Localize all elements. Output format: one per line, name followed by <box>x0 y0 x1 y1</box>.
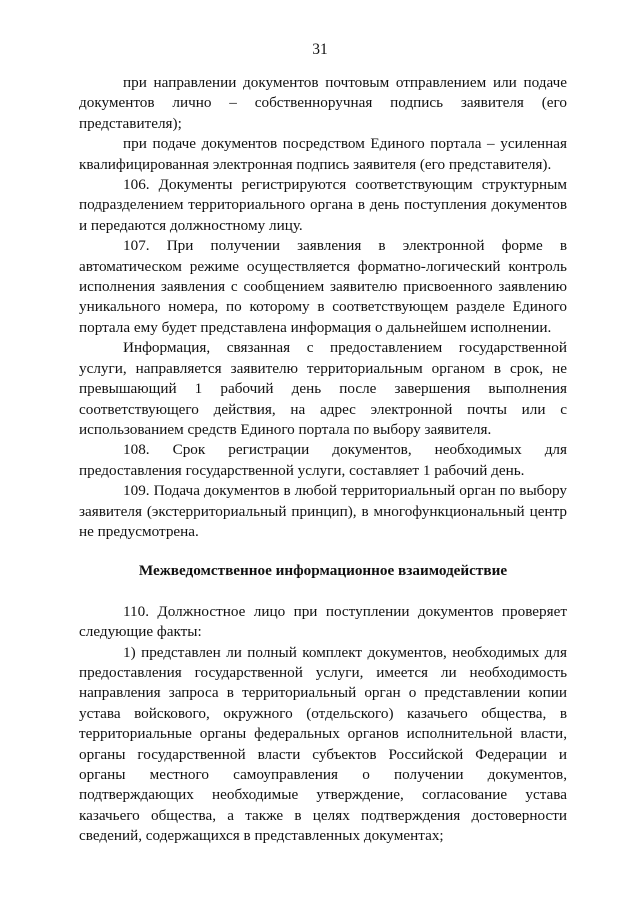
page-number: 31 <box>312 41 328 58</box>
paragraph-106: 106. Документы регистрируются соответствующим структурным подразделением территориального органа в день поступления документов и передаются должностному лицу. <box>79 176 567 234</box>
document-body <box>79 73 567 847</box>
paragraph-110-item-1: 1) представлен ли полный комплект документов, необходимых для предоставления государственной услуги, имеется ли необходимость направления запроса в территориальный орган о представлении копии устава войскового, окружного (отдельского) казачьего общества, в территориальные органы федеральных органов исполнительной власти, органы государственной власти субъектов Российской Федерации и органы местного самоуправления о получении документов, подтверждающих необходимые утверждение, согласование устава казачьего общества, а также в целях подтверждения достоверности сведений, содержащихся в представленных документах; <box>79 643 567 845</box>
paragraph-109: 109. Подача документов в любой территориальный орган по выбору заявителя (экстерриториальный принцип), в многофункциональный центр не предусмотрена. <box>79 482 567 540</box>
paragraph-information: Информация, связанная с предоставлением государственной услуги, направляется заявителю территориальным органом в срок, не превышающий 1 рабочий день после завершения выполнения соответствующего действия, на адрес электронной почты или с использованием средств Единого портала по выбору заявителя. <box>79 339 567 438</box>
paragraph-postal-signature: при направлении документов почтовым отправлением или подаче документов лично – собственноручная подпись заявителя (его представителя); <box>79 74 567 132</box>
paragraph-108: 108. Срок регистрации документов, необходимых для предоставления государственной услуги, составляет 1 рабочий день. <box>79 441 567 479</box>
paragraph-110: 110. Должностное лицо при поступлении документов проверяет следующие факты: <box>79 602 567 641</box>
paragraph-107: 107. При получении заявления в электронной форме в автоматическом режиме осуществляется форматно-логический контроль исполнения заявления с сообщением заявителю присвоенного заявлению уникального номера, по которому в соответствующем разделе Единого портала ему будет представлена информация о дальнейшем исполнении. <box>79 237 567 336</box>
paragraph-portal-signature: при подаче документов посредством Единого портала – усиленная квалифицированная электронная подпись заявителя (его представителя). <box>79 135 567 173</box>
section-heading: Межведомственное информационное взаимодействие <box>138 562 508 580</box>
